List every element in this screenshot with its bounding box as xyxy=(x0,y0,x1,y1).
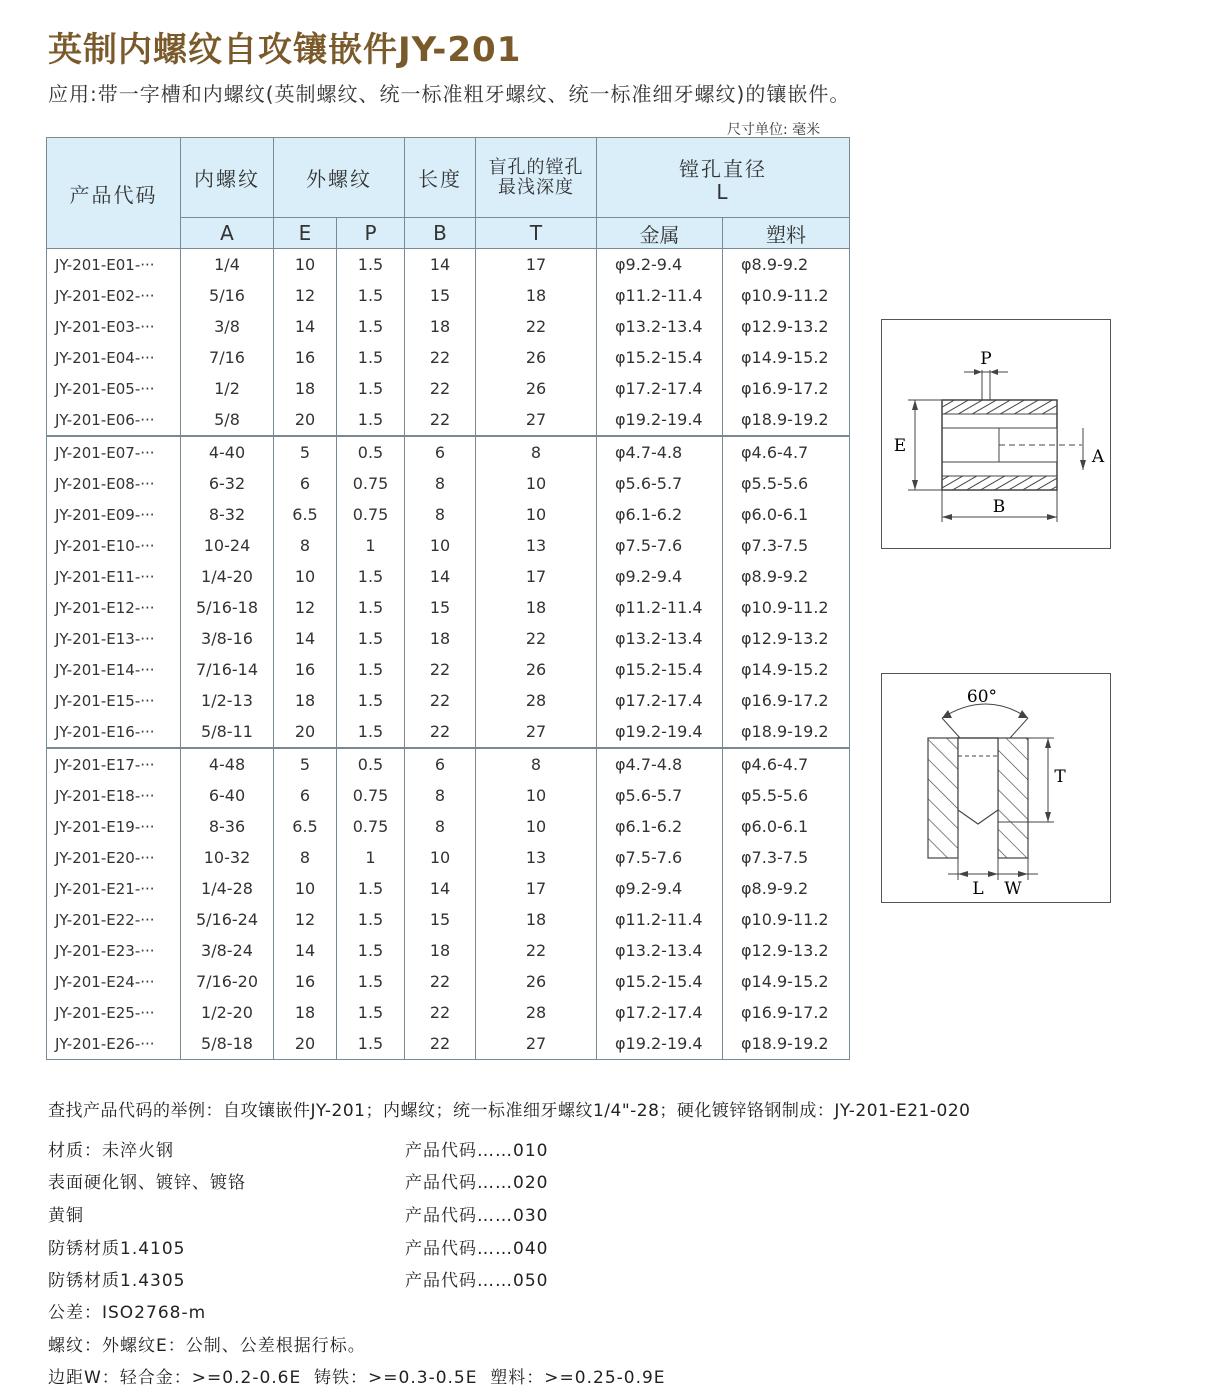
cell-pitch-p: 1 xyxy=(337,530,405,561)
table-row xyxy=(47,873,850,904)
cell-bore-metal: φ13.2-13.4 xyxy=(597,935,723,966)
cell-outer-thread-e: 16 xyxy=(274,966,337,997)
cell-bore-plastic: φ7.3-7.5 xyxy=(723,530,850,561)
cell-pitch-p: 1.5 xyxy=(337,873,405,904)
label-t: T xyxy=(1054,767,1066,787)
cell-bore-metal: φ9.2-9.4 xyxy=(597,561,723,592)
cell-pitch-p: 1.5 xyxy=(337,249,405,281)
cell-bore-metal: φ5.6-5.7 xyxy=(597,780,723,811)
cell-depth-t: 26 xyxy=(476,966,597,997)
cell-bore-metal: φ9.2-9.4 xyxy=(597,249,723,281)
cell-outer-thread-e: 6.5 xyxy=(274,811,337,842)
cell-bore-metal: φ13.2-13.4 xyxy=(597,623,723,654)
cell-pitch-p: 1.5 xyxy=(337,373,405,404)
cell-product-code: JY-201-E13-··· xyxy=(47,623,181,654)
header-code: 产品代码 xyxy=(47,138,181,249)
cell-depth-t: 28 xyxy=(476,997,597,1028)
cell-bore-metal: φ6.1-6.2 xyxy=(597,499,723,530)
cell-outer-thread-e: 6 xyxy=(274,780,337,811)
cell-bore-metal: φ19.2-19.4 xyxy=(597,404,723,436)
cell-product-code: JY-201-E03-··· xyxy=(47,311,181,342)
cell-outer-thread-e: 18 xyxy=(274,685,337,716)
cell-length-b: 14 xyxy=(405,873,476,904)
cell-bore-metal: φ4.7-4.8 xyxy=(597,436,723,468)
cell-length-b: 15 xyxy=(405,280,476,311)
cell-outer-thread-e: 10 xyxy=(274,873,337,904)
cell-outer-thread-e: 18 xyxy=(274,997,337,1028)
cell-pitch-p: 1.5 xyxy=(337,685,405,716)
cell-outer-thread-e: 20 xyxy=(274,404,337,436)
subheader-t: T xyxy=(476,218,597,249)
cell-depth-t: 10 xyxy=(476,780,597,811)
bore-drawing xyxy=(882,674,1110,902)
cell-bore-plastic: φ16.9-17.2 xyxy=(723,373,850,404)
cell-product-code: JY-201-E15-··· xyxy=(47,685,181,716)
cell-inner-thread-a: 7/16-14 xyxy=(181,654,274,685)
label-e: E xyxy=(893,436,907,456)
cell-pitch-p: 0.75 xyxy=(337,499,405,530)
cell-inner-thread-a: 5/16-24 xyxy=(181,904,274,935)
cell-pitch-p: 1.5 xyxy=(337,935,405,966)
cell-pitch-p: 1.5 xyxy=(337,623,405,654)
cell-outer-thread-e: 14 xyxy=(274,935,337,966)
label-p: P xyxy=(980,349,992,369)
cell-inner-thread-a: 7/16-20 xyxy=(181,966,274,997)
cell-product-code: JY-201-E24-··· xyxy=(47,966,181,997)
cell-inner-thread-a: 5/16-18 xyxy=(181,592,274,623)
cell-bore-metal: φ11.2-11.4 xyxy=(597,592,723,623)
cell-inner-thread-a: 6-32 xyxy=(181,468,274,499)
table-row xyxy=(47,966,850,997)
code-example-note: 查找产品代码的举例：自攻镶嵌件JY-201；内螺纹；统一标准细牙螺纹1/4"-28；硬化镀锌铬钢制成：JY-201-E21-020 xyxy=(48,1101,971,1121)
cell-inner-thread-a: 3/8-16 xyxy=(181,623,274,654)
cell-outer-thread-e: 5 xyxy=(274,748,337,780)
cell-bore-plastic: φ14.9-15.2 xyxy=(723,966,850,997)
cell-depth-t: 10 xyxy=(476,811,597,842)
cell-product-code: JY-201-E22-··· xyxy=(47,904,181,935)
cell-product-code: JY-201-E25-··· xyxy=(47,997,181,1028)
cell-length-b: 8 xyxy=(405,468,476,499)
cell-length-b: 15 xyxy=(405,592,476,623)
cell-pitch-p: 1.5 xyxy=(337,1028,405,1060)
cell-product-code: JY-201-E08-··· xyxy=(47,468,181,499)
cell-length-b: 8 xyxy=(405,811,476,842)
cell-product-code: JY-201-E14-··· xyxy=(47,654,181,685)
table-row xyxy=(47,530,850,561)
cell-bore-metal: φ15.2-15.4 xyxy=(597,342,723,373)
cell-bore-plastic: φ6.0-6.1 xyxy=(723,499,850,530)
label-b: B xyxy=(992,497,1006,517)
table-row xyxy=(47,342,850,373)
cell-product-code: JY-201-E20-··· xyxy=(47,842,181,873)
cell-inner-thread-a: 8-36 xyxy=(181,811,274,842)
cell-pitch-p: 1.5 xyxy=(337,654,405,685)
cell-depth-t: 17 xyxy=(476,873,597,904)
cell-bore-plastic: φ8.9-9.2 xyxy=(723,873,850,904)
cell-depth-t: 27 xyxy=(476,1028,597,1060)
cell-pitch-p: 1.5 xyxy=(337,716,405,748)
cell-depth-t: 8 xyxy=(476,436,597,468)
table-row xyxy=(47,685,850,716)
cell-inner-thread-a: 10-32 xyxy=(181,842,274,873)
cell-product-code: JY-201-E11-··· xyxy=(47,561,181,592)
cell-inner-thread-a: 1/4 xyxy=(181,249,274,281)
cell-bore-plastic: φ10.9-11.2 xyxy=(723,592,850,623)
table-row xyxy=(47,404,850,436)
cell-product-code: JY-201-E05-··· xyxy=(47,373,181,404)
cell-depth-t: 18 xyxy=(476,592,597,623)
label-a: A xyxy=(1091,447,1105,467)
cell-depth-t: 28 xyxy=(476,685,597,716)
cell-product-code: JY-201-E02-··· xyxy=(47,280,181,311)
material-code: 产品代码……030 xyxy=(405,1206,549,1226)
table-row xyxy=(47,592,850,623)
cell-outer-thread-e: 16 xyxy=(274,342,337,373)
cell-depth-t: 26 xyxy=(476,373,597,404)
cell-bore-metal: φ13.2-13.4 xyxy=(597,311,723,342)
table-row xyxy=(47,1028,850,1060)
cell-length-b: 22 xyxy=(405,966,476,997)
spec-table-body xyxy=(47,249,850,1060)
table-row xyxy=(47,561,850,592)
cell-inner-thread-a: 6-40 xyxy=(181,780,274,811)
cell-bore-plastic: φ6.0-6.1 xyxy=(723,811,850,842)
cell-length-b: 22 xyxy=(405,716,476,748)
cell-product-code: JY-201-E12-··· xyxy=(47,592,181,623)
cell-depth-t: 26 xyxy=(476,342,597,373)
cell-pitch-p: 1.5 xyxy=(337,561,405,592)
cell-length-b: 22 xyxy=(405,654,476,685)
material-name: 材质：未淬火钢 xyxy=(48,1141,174,1161)
header-length: 长度 xyxy=(405,138,476,218)
cell-length-b: 18 xyxy=(405,311,476,342)
cell-pitch-p: 0.5 xyxy=(337,748,405,780)
cell-bore-plastic: φ5.5-5.6 xyxy=(723,468,850,499)
header-blind-line2: 最浅深度 xyxy=(498,176,574,198)
table-row xyxy=(47,249,850,281)
spec-table xyxy=(46,137,850,1060)
material-name: 表面硬化钢、镀锌、镀铬 xyxy=(48,1173,246,1193)
cell-bore-plastic: φ10.9-11.2 xyxy=(723,280,850,311)
cell-product-code: JY-201-E23-··· xyxy=(47,935,181,966)
cell-inner-thread-a: 5/8 xyxy=(181,404,274,436)
cell-inner-thread-a: 1/2 xyxy=(181,373,274,404)
cell-product-code: JY-201-E07-··· xyxy=(47,436,181,468)
cell-depth-t: 13 xyxy=(476,530,597,561)
page-title: 英制内螺纹自攻镶嵌件JY-201 xyxy=(48,30,522,70)
cell-outer-thread-e: 20 xyxy=(274,1028,337,1060)
table-row xyxy=(47,748,850,780)
cell-bore-metal: φ7.5-7.6 xyxy=(597,530,723,561)
cell-inner-thread-a: 10-24 xyxy=(181,530,274,561)
cell-bore-metal: φ17.2-17.4 xyxy=(597,997,723,1028)
cell-bore-plastic: φ14.9-15.2 xyxy=(723,342,850,373)
cell-pitch-p: 0.75 xyxy=(337,811,405,842)
cell-bore-plastic: φ16.9-17.2 xyxy=(723,685,850,716)
cell-length-b: 10 xyxy=(405,530,476,561)
cell-bore-metal: φ6.1-6.2 xyxy=(597,811,723,842)
cell-pitch-p: 1.5 xyxy=(337,311,405,342)
cell-inner-thread-a: 1/4-28 xyxy=(181,873,274,904)
header-inner-thread: 内螺纹 xyxy=(181,138,274,218)
cell-inner-thread-a: 1/2-20 xyxy=(181,997,274,1028)
cell-product-code: JY-201-E04-··· xyxy=(47,342,181,373)
cell-bore-metal: φ17.2-17.4 xyxy=(597,685,723,716)
material-code: 产品代码……050 xyxy=(405,1271,549,1291)
cell-outer-thread-e: 12 xyxy=(274,280,337,311)
cell-length-b: 6 xyxy=(405,436,476,468)
table-row xyxy=(47,499,850,530)
table-row xyxy=(47,623,850,654)
cell-depth-t: 8 xyxy=(476,748,597,780)
cell-product-code: JY-201-E17-··· xyxy=(47,748,181,780)
cell-bore-metal: φ11.2-11.4 xyxy=(597,280,723,311)
cell-product-code: JY-201-E01-··· xyxy=(47,249,181,281)
header-bore-line1: 镗孔直径 xyxy=(679,157,767,181)
subheader-a: A xyxy=(181,218,274,249)
label-angle: 60° xyxy=(966,687,998,707)
cell-pitch-p: 1.5 xyxy=(337,966,405,997)
cell-depth-t: 26 xyxy=(476,654,597,685)
cell-outer-thread-e: 8 xyxy=(274,842,337,873)
subheader-p: P xyxy=(337,218,405,249)
cell-pitch-p: 1.5 xyxy=(337,404,405,436)
cell-bore-plastic: φ16.9-17.2 xyxy=(723,997,850,1028)
cell-outer-thread-e: 18 xyxy=(274,373,337,404)
cell-product-code: JY-201-E10-··· xyxy=(47,530,181,561)
material-name: 黄铜 xyxy=(48,1206,84,1226)
cell-outer-thread-e: 8 xyxy=(274,530,337,561)
header-bore-diameter xyxy=(597,138,850,218)
cell-outer-thread-e: 20 xyxy=(274,716,337,748)
cell-outer-thread-e: 10 xyxy=(274,249,337,281)
cell-inner-thread-a: 1/2-13 xyxy=(181,685,274,716)
cell-bore-metal: φ4.7-4.8 xyxy=(597,748,723,780)
cell-outer-thread-e: 12 xyxy=(274,592,337,623)
cell-depth-t: 27 xyxy=(476,716,597,748)
cell-depth-t: 27 xyxy=(476,404,597,436)
cell-bore-plastic: φ10.9-11.2 xyxy=(723,904,850,935)
insert-drawing xyxy=(882,320,1110,548)
table-row xyxy=(47,997,850,1028)
cell-bore-plastic: φ12.9-13.2 xyxy=(723,311,850,342)
table-row xyxy=(47,842,850,873)
cell-length-b: 18 xyxy=(405,623,476,654)
cell-length-b: 22 xyxy=(405,373,476,404)
cell-length-b: 22 xyxy=(405,342,476,373)
cell-depth-t: 22 xyxy=(476,935,597,966)
cell-inner-thread-a: 1/4-20 xyxy=(181,561,274,592)
cell-length-b: 22 xyxy=(405,685,476,716)
cell-pitch-p: 0.75 xyxy=(337,780,405,811)
cell-outer-thread-e: 6 xyxy=(274,468,337,499)
cell-inner-thread-a: 5/8-18 xyxy=(181,1028,274,1060)
page-subtitle: 应用:带一字槽和内螺纹(英制螺纹、统一标准粗牙螺纹、统一标准细牙螺纹)的镶嵌件。 xyxy=(48,82,851,106)
cell-length-b: 15 xyxy=(405,904,476,935)
cell-pitch-p: 1.5 xyxy=(337,997,405,1028)
label-l: L xyxy=(972,879,984,899)
cell-bore-metal: φ15.2-15.4 xyxy=(597,654,723,685)
cell-pitch-p: 0.5 xyxy=(337,436,405,468)
cell-bore-metal: φ5.6-5.7 xyxy=(597,468,723,499)
cell-bore-plastic: φ8.9-9.2 xyxy=(723,249,850,281)
cell-length-b: 14 xyxy=(405,249,476,281)
cell-length-b: 22 xyxy=(405,997,476,1028)
material-code: 产品代码……010 xyxy=(405,1141,549,1161)
cell-depth-t: 10 xyxy=(476,468,597,499)
cell-product-code: JY-201-E09-··· xyxy=(47,499,181,530)
cell-depth-t: 10 xyxy=(476,499,597,530)
cell-bore-plastic: φ18.9-19.2 xyxy=(723,1028,850,1060)
table-row xyxy=(47,654,850,685)
cell-bore-metal: φ9.2-9.4 xyxy=(597,873,723,904)
table-row xyxy=(47,904,850,935)
cell-depth-t: 18 xyxy=(476,280,597,311)
table-row xyxy=(47,468,850,499)
cell-bore-plastic: φ4.6-4.7 xyxy=(723,748,850,780)
cell-outer-thread-e: 5 xyxy=(274,436,337,468)
cell-length-b: 10 xyxy=(405,842,476,873)
cell-product-code: JY-201-E06-··· xyxy=(47,404,181,436)
cell-pitch-p: 1.5 xyxy=(337,280,405,311)
tolerance-note: 公差：ISO2768-m xyxy=(48,1303,207,1323)
cell-length-b: 6 xyxy=(405,748,476,780)
thread-note: 螺纹：外螺纹E：公制、公差根据行标。 xyxy=(48,1336,366,1356)
cell-bore-plastic: φ18.9-19.2 xyxy=(723,404,850,436)
cell-product-code: JY-201-E18-··· xyxy=(47,780,181,811)
header-bore-line2: L xyxy=(716,180,730,204)
subheader-b: B xyxy=(405,218,476,249)
table-row xyxy=(47,811,850,842)
cell-bore-metal: φ15.2-15.4 xyxy=(597,966,723,997)
cell-bore-plastic: φ12.9-13.2 xyxy=(723,623,850,654)
cell-product-code: JY-201-E16-··· xyxy=(47,716,181,748)
cell-inner-thread-a: 5/8-11 xyxy=(181,716,274,748)
cell-inner-thread-a: 3/8 xyxy=(181,311,274,342)
table-row xyxy=(47,780,850,811)
table-row xyxy=(47,280,850,311)
table-row xyxy=(47,311,850,342)
cell-depth-t: 22 xyxy=(476,623,597,654)
cell-bore-plastic: φ12.9-13.2 xyxy=(723,935,850,966)
cell-outer-thread-e: 14 xyxy=(274,311,337,342)
cell-outer-thread-e: 6.5 xyxy=(274,499,337,530)
cell-pitch-p: 1.5 xyxy=(337,592,405,623)
cell-bore-metal: φ7.5-7.6 xyxy=(597,842,723,873)
unit-note: 尺寸单位: 毫米 xyxy=(727,122,821,138)
cell-product-code: JY-201-E19-··· xyxy=(47,811,181,842)
cell-bore-plastic: φ14.9-15.2 xyxy=(723,654,850,685)
cell-depth-t: 17 xyxy=(476,561,597,592)
material-code: 产品代码……040 xyxy=(405,1239,549,1259)
material-code: 产品代码……020 xyxy=(405,1173,549,1193)
cell-bore-plastic: φ8.9-9.2 xyxy=(723,561,850,592)
cell-outer-thread-e: 16 xyxy=(274,654,337,685)
cell-length-b: 22 xyxy=(405,1028,476,1060)
cell-bore-metal: φ17.2-17.4 xyxy=(597,373,723,404)
cell-outer-thread-e: 10 xyxy=(274,561,337,592)
cell-length-b: 22 xyxy=(405,404,476,436)
cell-inner-thread-a: 7/16 xyxy=(181,342,274,373)
cell-length-b: 8 xyxy=(405,499,476,530)
cell-inner-thread-a: 5/16 xyxy=(181,280,274,311)
cell-length-b: 14 xyxy=(405,561,476,592)
material-name: 防锈材质1.4105 xyxy=(48,1239,186,1259)
cell-bore-plastic: φ5.5-5.6 xyxy=(723,780,850,811)
header-blind-line1: 盲孔的镗孔 xyxy=(488,156,584,178)
cell-pitch-p: 1.5 xyxy=(337,342,405,373)
margin-note: 边距W：轻合金：>=0.2-0.6E 铸铁：>=0.3-0.5E 塑料：>=0.25-0.9E xyxy=(48,1368,666,1388)
insert-dimension-figure xyxy=(881,319,1111,549)
subheader-metal: 金属 xyxy=(597,218,723,249)
material-name: 防锈材质1.4305 xyxy=(48,1271,186,1291)
cell-length-b: 18 xyxy=(405,935,476,966)
cell-outer-thread-e: 12 xyxy=(274,904,337,935)
cell-product-code: JY-201-E26-··· xyxy=(47,1028,181,1060)
header-blind-depth xyxy=(476,138,597,218)
cell-depth-t: 13 xyxy=(476,842,597,873)
cell-inner-thread-a: 8-32 xyxy=(181,499,274,530)
cell-bore-metal: φ19.2-19.4 xyxy=(597,716,723,748)
cell-outer-thread-e: 14 xyxy=(274,623,337,654)
cell-product-code: JY-201-E21-··· xyxy=(47,873,181,904)
subheader-plastic: 塑料 xyxy=(723,218,850,249)
cell-pitch-p: 0.75 xyxy=(337,468,405,499)
cell-inner-thread-a: 4-48 xyxy=(181,748,274,780)
cell-depth-t: 17 xyxy=(476,249,597,281)
cell-pitch-p: 1.5 xyxy=(337,904,405,935)
label-w: W xyxy=(1004,879,1022,899)
cell-depth-t: 22 xyxy=(476,311,597,342)
cell-bore-metal: φ11.2-11.4 xyxy=(597,904,723,935)
table-row xyxy=(47,373,850,404)
bore-hole-figure xyxy=(881,673,1111,903)
cell-bore-plastic: φ7.3-7.5 xyxy=(723,842,850,873)
subheader-e: E xyxy=(274,218,337,249)
table-row xyxy=(47,716,850,748)
cell-pitch-p: 1 xyxy=(337,842,405,873)
cell-inner-thread-a: 3/8-24 xyxy=(181,935,274,966)
cell-depth-t: 18 xyxy=(476,904,597,935)
cell-bore-metal: φ19.2-19.4 xyxy=(597,1028,723,1060)
cell-length-b: 8 xyxy=(405,780,476,811)
cell-inner-thread-a: 4-40 xyxy=(181,436,274,468)
table-row xyxy=(47,935,850,966)
header-outer-thread: 外螺纹 xyxy=(274,138,405,218)
cell-bore-plastic: φ18.9-19.2 xyxy=(723,716,850,748)
cell-bore-plastic: φ4.6-4.7 xyxy=(723,436,850,468)
table-row xyxy=(47,436,850,468)
